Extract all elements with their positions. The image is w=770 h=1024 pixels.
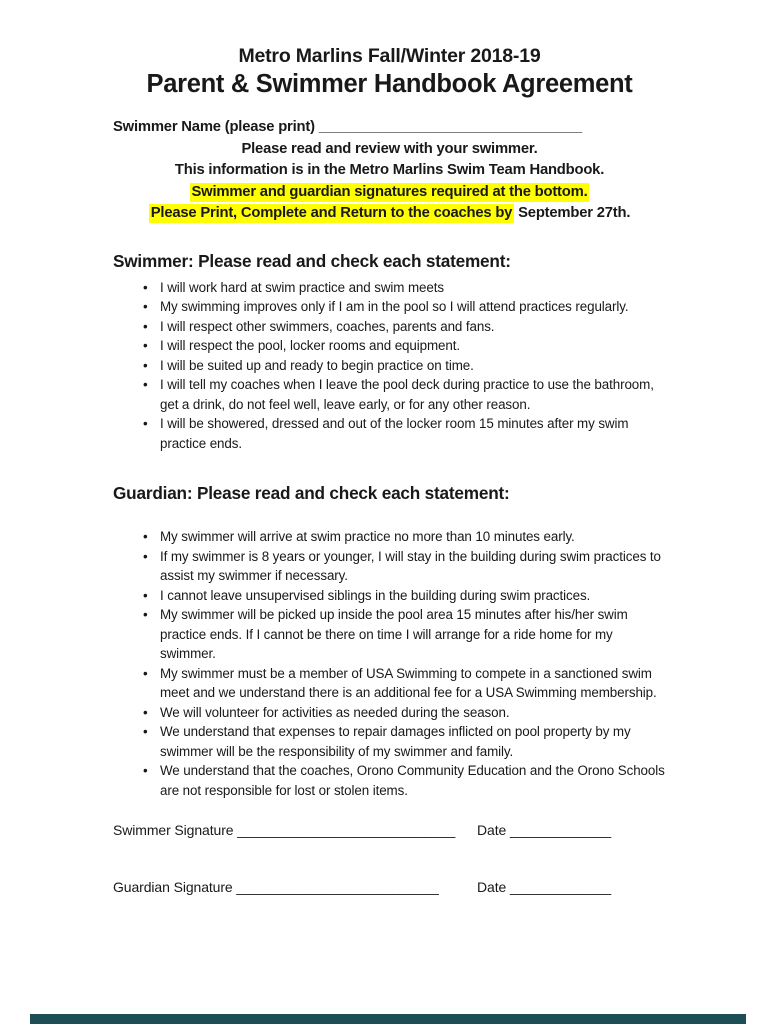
page-title: Parent & Swimmer Handbook Agreement — [146, 70, 633, 98]
highlighted-text-1: Swimmer and guardian signatures required at the bottom. — [191, 183, 588, 200]
swimmer-statement-list — [113, 278, 666, 454]
swimmer-signature-group — [113, 821, 477, 839]
statement-item: • I will work hard at swim practice and swim meets — [143, 278, 666, 298]
date-label: Date — [477, 822, 510, 839]
guardian-signature-group — [113, 878, 477, 896]
guardian-signature-label: Guardian Signature — [113, 879, 237, 896]
statement-item: • I cannot leave unsupervised siblings in the building during swim practices. — [143, 586, 666, 606]
instruction-line-4 — [113, 203, 666, 225]
instruction-line-2: This information is in the Metro Marlins Swim Team Handbook. — [174, 162, 605, 179]
guardian-signature-row — [113, 878, 666, 896]
statement-item: • My swimming improves only if I am in the pool so I will attend practices regularly. — [143, 297, 666, 317]
document-subtitle: Metro Marlins Fall/Winter 2018-19 — [238, 45, 541, 67]
statement-item: • I will tell my coaches when I leave the pool deck during practice to use the bathroom, get a drink, do not feel well, leave early, or for any other reason. — [143, 375, 666, 414]
instruction-line-1: Please read and review with your swimmer. — [241, 140, 538, 157]
guardian-section-heading: Guardian: Please read and check each statement: — [113, 483, 510, 504]
swimmer-signature-label: Swimmer Signature — [113, 822, 238, 839]
statement-item: • I will be showered, dressed and out of the locker room 15 minutes after my swim practice ends. — [143, 414, 666, 453]
guardian-date-group — [477, 878, 611, 896]
statement-item: • My swimmer will be picked up inside the pool area 15 minutes after his/her swim practice ends. If I cannot be there on time I will arrange for a ride home for my swimmer. — [143, 605, 666, 664]
page-edge-bar — [30, 1014, 746, 1024]
swimmer-name-line — [113, 117, 666, 139]
statement-item: • I will be suited up and ready to begin practice on time. — [143, 356, 666, 376]
guardian-date-blank[interactable]: _____________ — [509, 879, 612, 896]
statement-item: • If my swimmer is 8 years or younger, I will stay in the building during swim practices to assist my swimmer if necessary. — [143, 547, 666, 586]
swimmer-section-heading: Swimmer: Please read and check each statement: — [113, 250, 511, 271]
date-label: Date — [477, 879, 510, 896]
guardian-statement-list — [113, 527, 666, 800]
swimmer-date-group — [477, 821, 611, 839]
instruction-line-3 — [113, 182, 666, 204]
swimmer-name-label: Swimmer Name (please print) — [113, 119, 319, 135]
swimmer-signature-blank[interactable]: ____________________________ — [237, 822, 456, 839]
statement-item: • We will volunteer for activities as needed during the season. — [143, 703, 666, 723]
statement-item: • We understand that the coaches, Orono Community Education and the Orono Schools are not responsible for lost or stolen items. — [143, 761, 666, 800]
statement-item: • My swimmer will arrive at swim practice no more than 10 minutes early. — [143, 527, 666, 547]
statement-item: • We understand that expenses to repair damages inflicted on pool property by my swimmer will be the responsibility of my swimmer and family. — [143, 722, 666, 761]
statement-item: • I will respect the pool, locker rooms and equipment. — [143, 336, 666, 356]
statement-item: • My swimmer must be a member of USA Swimming to compete in a sanctioned swim meet and we understand there is an additional fee for a USA Swimming membership. — [143, 664, 666, 703]
statement-item: • I will respect other swimmers, coaches, parents and fans. — [143, 317, 666, 337]
highlighted-text-2: Please Print, Complete and Return to the coaches by — [150, 205, 513, 222]
guardian-signature-blank[interactable]: __________________________ — [236, 879, 439, 896]
due-date-text: September 27th. — [514, 205, 631, 222]
swimmer-signature-row — [113, 821, 666, 839]
swimmer-name-blank[interactable]: ________________________________ — [318, 119, 583, 135]
swimmer-date-blank[interactable]: _____________ — [509, 822, 612, 839]
